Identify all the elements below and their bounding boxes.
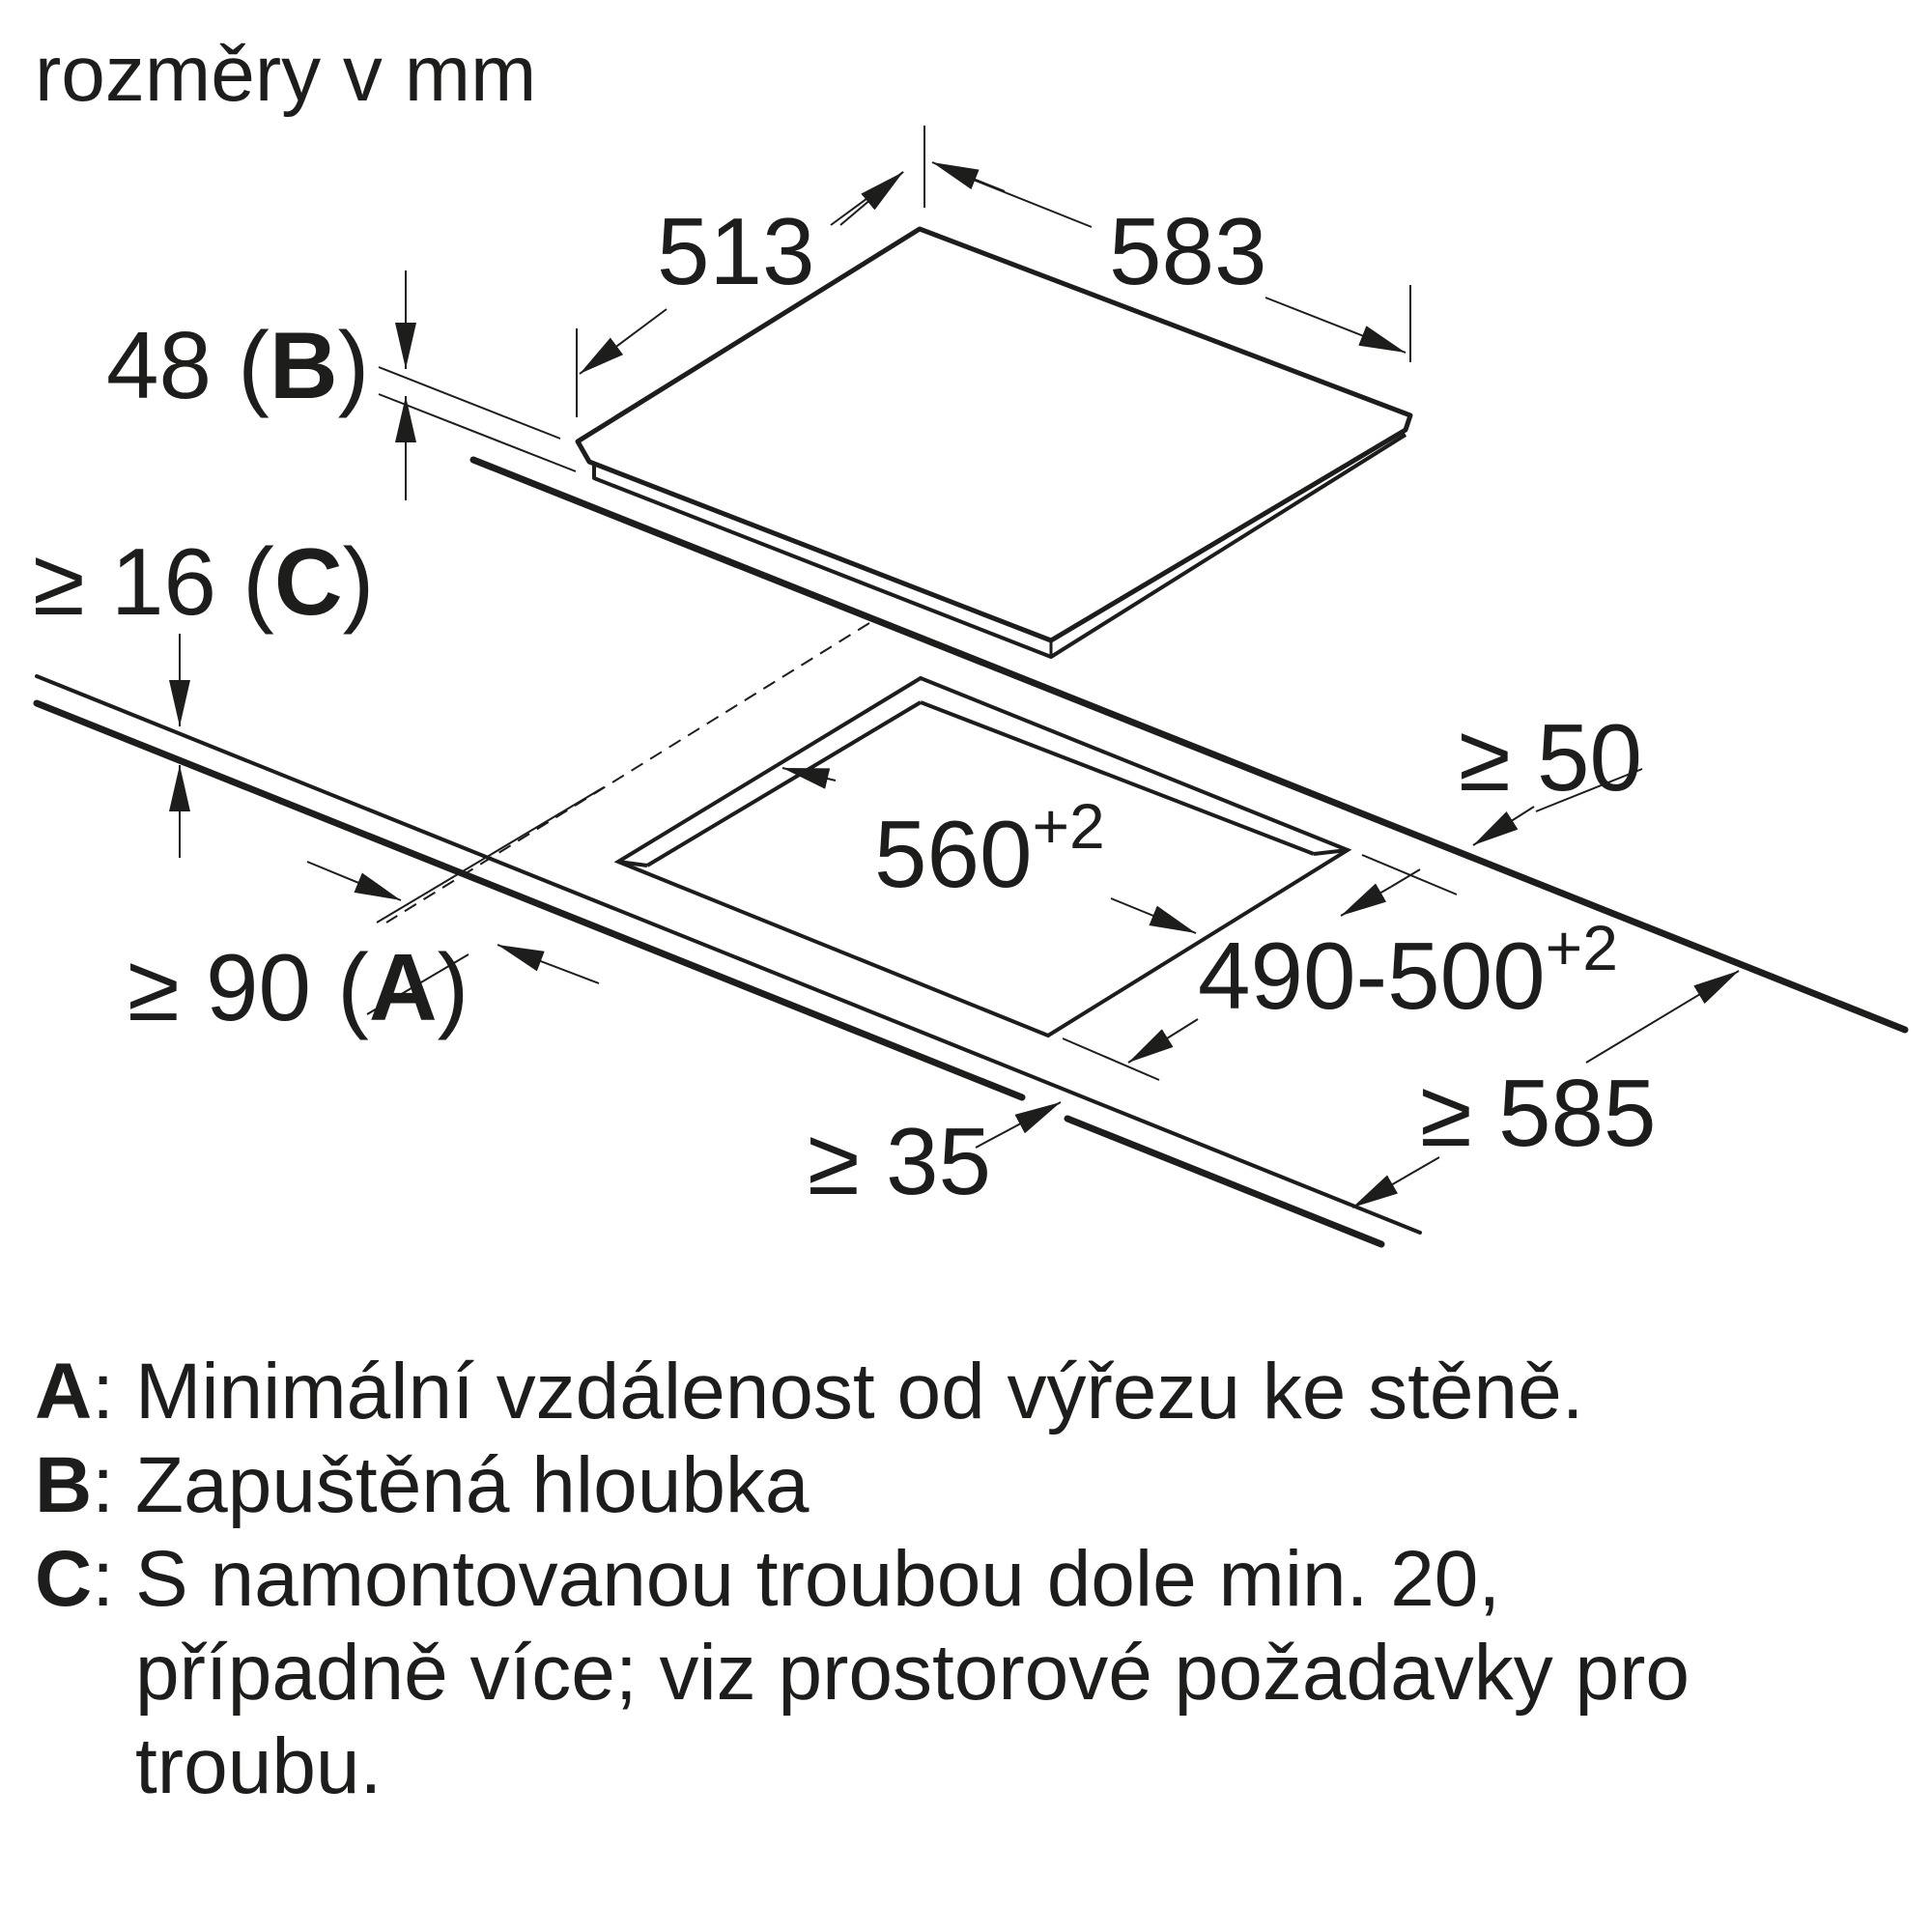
legend-separator: : [92, 1441, 115, 1529]
projection-line [386, 623, 869, 923]
legend-separator: : [92, 1348, 115, 1435]
legend-item-c [35, 1532, 1909, 1813]
legend-key: B [35, 1441, 93, 1529]
label-wall-distance: ≥ 90 (A) [128, 934, 469, 1040]
legend-text: Zapuštěná hloubka [135, 1441, 810, 1529]
legend-text: Minimální vzdálenost od výřezu ke stěně. [135, 1348, 1584, 1435]
label-gap-below: ≥ 16 (C) [33, 528, 375, 635]
legend-key: C [35, 1535, 93, 1623]
legend-key: A [35, 1348, 93, 1435]
worktop-rear-edge [473, 460, 1905, 1030]
legend-text: S namontovanou troubou dole min. 20, případně více; viz prostorové požadavky pro troubu. [135, 1535, 1690, 1810]
label-worktop-depth: ≥ 585 [1420, 1060, 1657, 1166]
label-front-clearance: ≥ 35 [808, 1108, 992, 1214]
label-built-in-depth: 48 (B) [106, 312, 370, 418]
legend-item-a [35, 1345, 1909, 1438]
hob-frame [594, 435, 1406, 657]
legend [35, 1345, 1909, 1813]
label-hob-width: 583 [1109, 198, 1267, 304]
label-cutout-width: $560^{+2}$ [874, 790, 1105, 907]
legend-item-b [35, 1438, 1909, 1532]
worktop-bottom-edge-right [1067, 1119, 1381, 1244]
label-rear-clearance: ≥ 50 [1459, 704, 1643, 810]
legend-separator: : [92, 1535, 115, 1623]
label-hob-depth: 513 [657, 198, 815, 304]
title: rozměry v mm [35, 30, 537, 118]
label-cutout-depth: $490-500^{+2}$ [1198, 912, 1618, 1029]
